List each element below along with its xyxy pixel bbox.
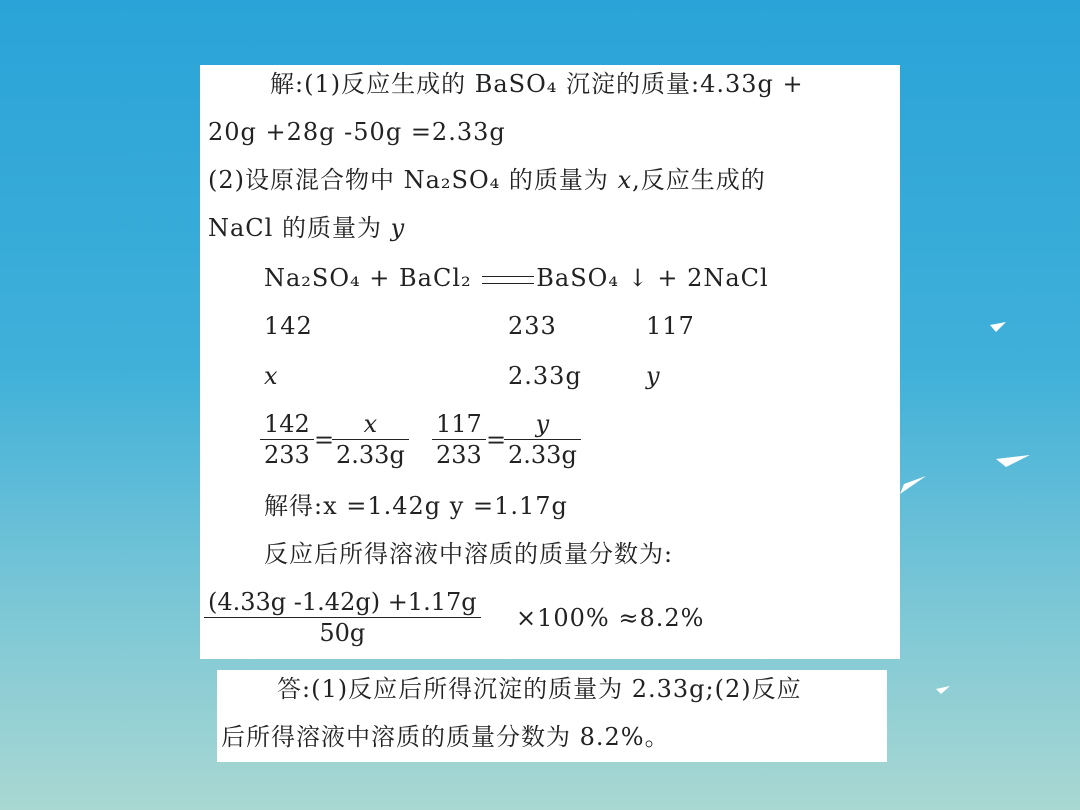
answer-line-1: 答:(1)反应后所得沉淀的质量为 2.33g;(2)反应: [277, 675, 802, 703]
var-y: y: [390, 214, 406, 242]
equation-equals-sign: [482, 276, 534, 284]
paper-plane-icon: [900, 476, 926, 494]
unknown-y: y: [646, 362, 661, 390]
line4-text: NaCl 的质量为: [208, 214, 391, 242]
paper-plane-icon: [936, 686, 950, 694]
equation-products: BaSO₄ ↓ + 2NaCl: [536, 264, 769, 292]
ratio-2-right: $\frac{y}{2.33g}$: [504, 409, 581, 470]
ratio-1-left: $\frac{142}{233}$: [260, 409, 314, 470]
answer-line-2: 后所得溶液中溶质的质量分数为 8.2%。: [221, 723, 670, 751]
line3-text: (2)设原混合物中 Na₂SO₄ 的质量为: [208, 166, 618, 194]
final-result: ×100% ≈8.2%: [516, 604, 705, 632]
unknown-x: x: [264, 362, 279, 390]
fraction-intro: 反应后所得溶液中溶质的质量分数为:: [264, 540, 674, 568]
ratio-1-right: $\frac{x}{2.33g}$: [332, 409, 409, 470]
solution-line-2: 20g +28g -50g =2.33g: [208, 118, 506, 146]
ratio-2-left: $\frac{117}{233}$: [432, 409, 486, 470]
ratio-1-equals: =: [314, 426, 336, 454]
molar-mass-na2so4: 142: [264, 312, 313, 340]
paper-plane-icon: [990, 322, 1006, 332]
line3-suffix: ,反应生成的: [632, 166, 766, 194]
molar-mass-nacl: 117: [646, 312, 695, 340]
ratio-2-equals: =: [486, 426, 508, 454]
final-fraction: $\frac{(4.33g -1.42g) +1.17g}{50g}$: [204, 587, 481, 648]
solution-panel: [200, 65, 900, 659]
solution-line-1: 解:(1)反应生成的 BaSO₄ 沉淀的质量:4.33g +: [270, 70, 804, 98]
solve-result: 解得:x =1.42g y =1.17g: [264, 492, 568, 520]
solution-line-4: [208, 213, 405, 243]
solution-line-3: [208, 165, 766, 195]
chemical-equation: [264, 263, 769, 293]
answer-panel: [217, 670, 887, 762]
mass-baso4: 2.33g: [508, 362, 582, 390]
equation-reactants: Na₂SO₄ + BaCl₂: [264, 264, 481, 292]
paper-plane-icon: [996, 455, 1030, 467]
molar-mass-baso4: 233: [508, 312, 557, 340]
var-x: x: [617, 166, 633, 194]
